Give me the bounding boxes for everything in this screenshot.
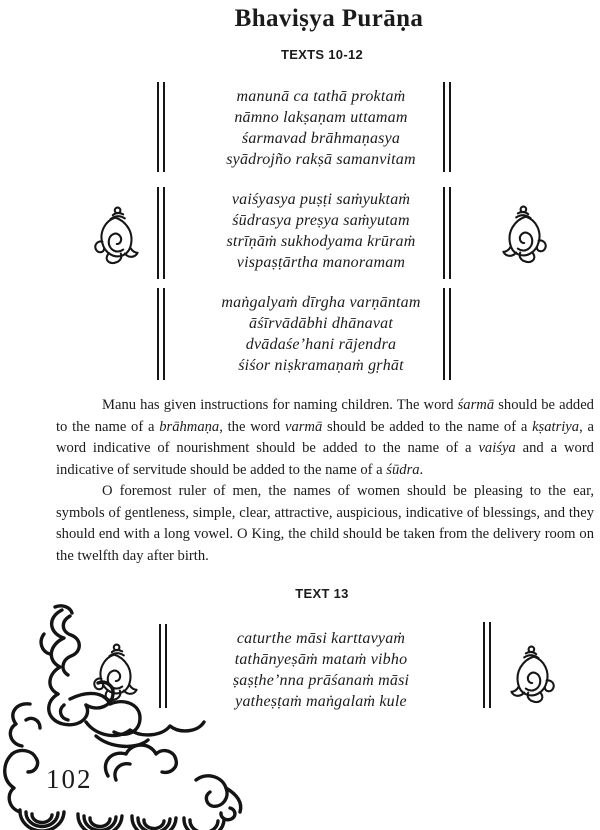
verse-line: maṅgalyaṁ dīrgha varṇāntam [221,294,421,311]
page-title: Bhaviṣya Purāṇa [234,5,424,32]
verse-line: ṣaṣṭhe’nna prāśanaṁ māsi [232,672,410,689]
verse-line: dvādaśe’hani rājendra [245,336,397,353]
cloud-wave-corner-icon [0,604,248,830]
conch-shell-icon [92,203,140,269]
translation-paragraph: O foremost ruler of men, the names of women should be pleasing to the ear, symbols of gentleness, simple, clear, attractive, auspicious, indicative of blessings, and they should end with a long vowel. O King, the child should be taken from the delivery room on the twelfth day after birth. [56,483,594,564]
verse-line: śiśor niṣkramaṇaṁ gṛhāt [238,357,404,374]
translation-paragraph: Manu has given instructions for naming children. The word śarmā should be added to the name of a brāhmaṇa, the word varmā should be added to the name of a kṣatriya, a word indicative of nourishment should be added to the name of a vaiśya and a word indicative of servitude should be added to the name of a śūdra. [56,397,594,478]
verse-line: strīṇāṁ sukhodyama krūraṁ [226,233,416,250]
verse-line: caturthe māsi karttavyaṁ [236,630,406,647]
verse-text-10 [0,86,600,170]
verse-line: āśīrvādābhi dhānavat [249,315,393,332]
verse-line: śūdrasya preṣya saṁyutam [232,212,410,229]
section-heading-texts-10-12: TEXTS 10-12 [280,47,364,62]
page-number: 102 [46,764,93,794]
section-heading-text-13: TEXT 13 [295,586,349,601]
verse-text-12 [0,292,600,376]
verse-line: yatheṣṭaṁ maṅgalaṁ kule [235,693,407,710]
verse-line: vaiśyasya puṣṭi saṁyuktaṁ [231,191,411,208]
verse-line: vispaṣṭārtha manoramam [236,254,406,271]
verse-line: manunā ca tathā proktaṁ [236,88,406,105]
verse-line: śarmavad brāhmaṇasya [241,130,401,147]
verse-line: nāmno lakṣaṇam uttamam [234,109,408,126]
conch-shell-icon [501,202,549,268]
verse-line: tathānyeṣāṁ mataṁ vibho [234,651,408,668]
conch-shell-icon [509,642,557,708]
verse-line: syādrojño rakṣā samanvitam [226,151,416,168]
